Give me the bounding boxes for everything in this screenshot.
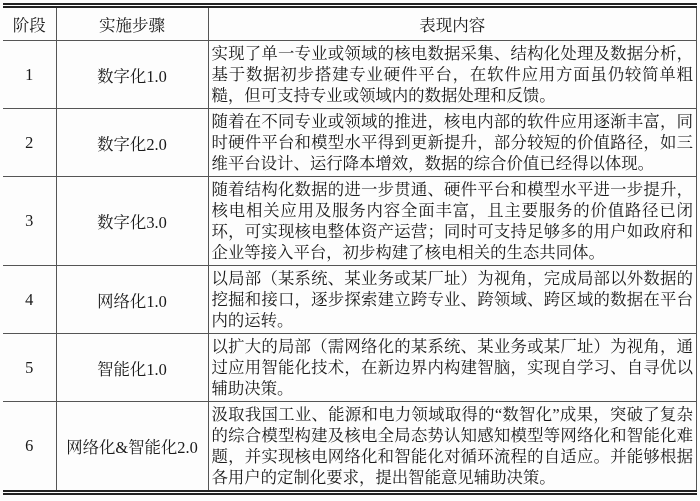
table-row (3, 41, 697, 109)
step-name: 智能化1.0 (56, 334, 208, 402)
table-row (3, 266, 697, 334)
step-name: 网络化&智能化2.0 (56, 402, 208, 493)
table-row (3, 402, 697, 493)
content-text: 随着结构化数据的进一步贯通、硬件平台和模型水平进一步提升，核电相关应用及服务内容全面丰富，且主要服务的价值路径已闭环，可实现核电整体资产运营；同时可支持足够多的用户如政府和企业等接入平台，初步构建了核电相关的生态共同体。 (208, 177, 697, 266)
stages-table (3, 3, 697, 495)
stage-number: 6 (3, 402, 56, 493)
table-row (3, 109, 697, 177)
column-header-content: 表现内容 (208, 6, 697, 41)
step-name: 数字化2.0 (56, 109, 208, 177)
content-text: 汲取我国工业、能源和电力领域取得的“数智化”成果，突破了复杂的综合模型构建及核电全局态势认知感知模型等网络化和智能化难题，并实现核电网络化和智能化对循环流程的自适应。并能够根据各用户的定制化要求，提出智能意见辅助决策。 (208, 402, 697, 493)
content-text: 以局部（某系统、某业务或某厂址）为视角，完成局部以外数据的挖掘和接口，逐步探索建立跨专业、跨领域、跨区域的数据在平台内的运转。 (208, 266, 697, 334)
step-name: 数字化3.0 (56, 177, 208, 266)
header-row (3, 6, 697, 41)
content-text: 随着在不同专业或领域的推进，核电内部的软件应用逐渐丰富，同时硬件平台和模型水平得到更新提升，部分较短的价值路径，如三维平台设计、运行降本增效，数据的综合价值已经得以体现。 (208, 109, 697, 177)
step-name: 数字化1.0 (56, 41, 208, 109)
stage-number: 3 (3, 177, 56, 266)
table-body (3, 41, 697, 493)
column-header-stage: 阶段 (3, 6, 56, 41)
stage-number: 5 (3, 334, 56, 402)
table-header (3, 6, 697, 41)
stage-number: 4 (3, 266, 56, 334)
content-text: 以扩大的局部（需网络化的某系统、某业务或某厂址）为视角，通过应用智能化技术，在新边界内构建智脑，实现自学习、自寻优以辅助决策。 (208, 334, 697, 402)
stage-number: 1 (3, 41, 56, 109)
stage-number: 2 (3, 109, 56, 177)
table-row (3, 334, 697, 402)
table-row (3, 177, 697, 266)
column-header-step: 实施步骤 (56, 6, 208, 41)
content-text: 实现了单一专业或领域的核电数据采集、结构化处理及数据分析，基于数据初步搭建专业硬件平台，在软件应用方面虽仍较简单粗糙，但可支持专业或领域内的数据处理和反馈。 (208, 41, 697, 109)
step-name: 网络化1.0 (56, 266, 208, 334)
